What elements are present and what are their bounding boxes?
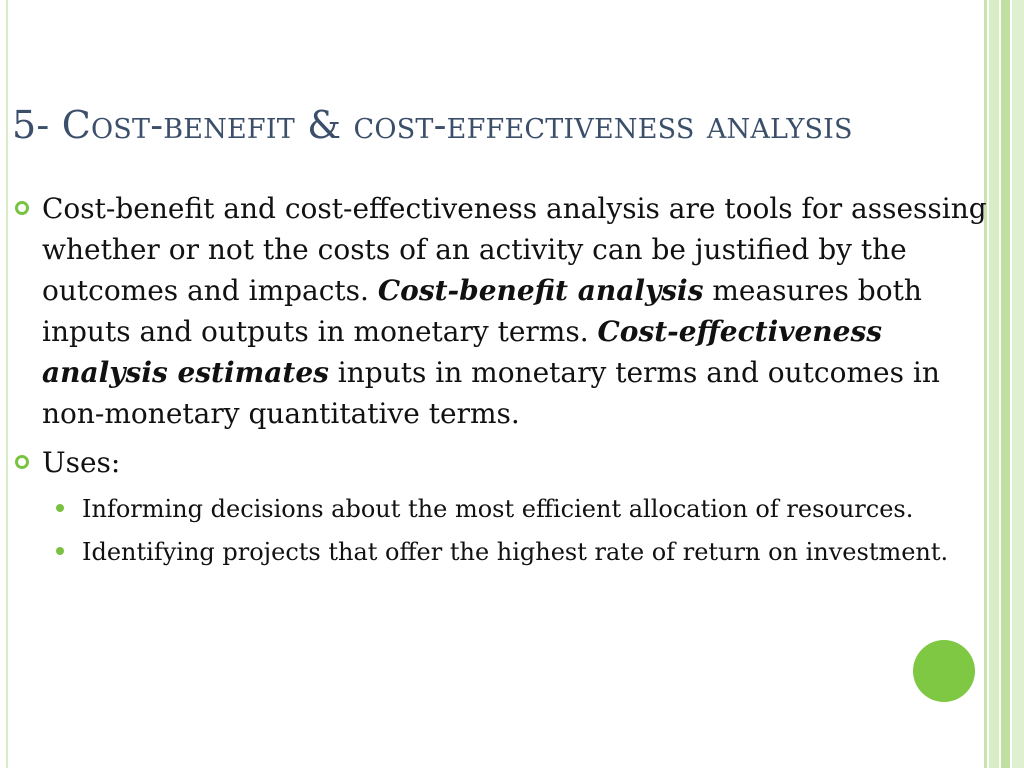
slide-body — [12, 188, 1002, 577]
sub-bullet-2 — [12, 534, 1002, 571]
decorative-green-circle — [913, 640, 975, 702]
sub-bullet-1 — [12, 491, 1002, 528]
uses-label: Uses: — [42, 446, 121, 479]
bullet-emphasis-cost-effectiveness: Cost-effectiveness analysis estimates — [42, 315, 882, 389]
dot-bullet-icon — [56, 547, 64, 555]
bullet-text-part-2: measures both inputs and outputs in monetary terms. — [42, 274, 922, 348]
bullet-text-part-1: Cost-benefit and cost-effectiveness analysis are tools for assessing whether or not the costs of an activity can be justified by the outcomes and impacts. — [42, 192, 987, 307]
sub-bullet-text: Informing decisions about the most efficient allocation of resources. — [82, 495, 914, 523]
dot-bullet-icon — [56, 504, 64, 512]
bullet-uses — [12, 442, 1002, 483]
slide-title: 5- Cost-benefit & cost-effectiveness analysis — [12, 103, 853, 147]
bullet-text-part-3: inputs in monetary terms and outcomes in non-monetary quantitative terms. — [42, 356, 940, 430]
bullet-definition — [12, 188, 1002, 434]
left-border-line — [6, 0, 8, 768]
ring-bullet-icon — [15, 455, 29, 469]
ring-bullet-icon — [15, 201, 29, 215]
bullet-emphasis-cost-benefit: Cost-benefit analysis — [377, 274, 704, 307]
sub-bullet-text: Identifying projects that offer the highest rate of return on investment. — [82, 538, 949, 566]
